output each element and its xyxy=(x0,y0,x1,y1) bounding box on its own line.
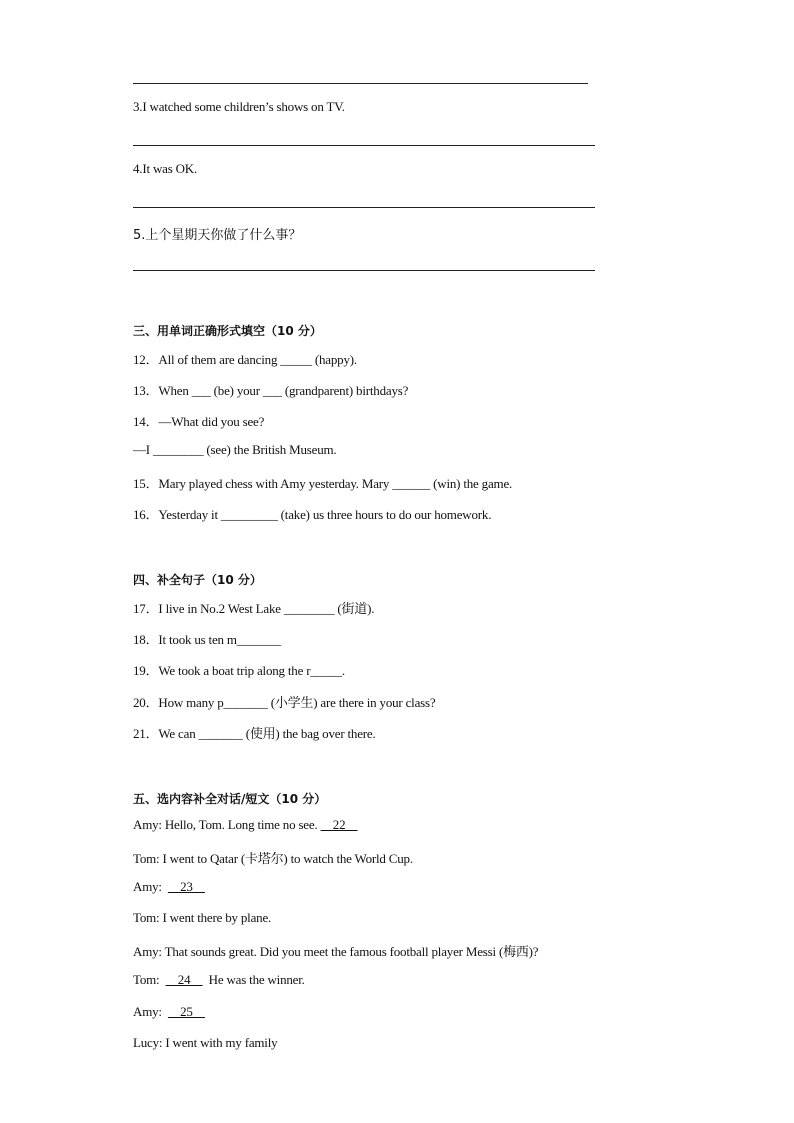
section-4-item: 18．It took us ten m_______ xyxy=(133,632,281,647)
section-3-item: 15．Mary played chess with Amy yesterday. Mary ______ (win) the game. xyxy=(133,476,513,491)
dialogue-line: Lucy: I went with my family xyxy=(133,1035,278,1050)
dialogue-line: Tom: 24 He was the winner. xyxy=(133,972,305,987)
question-3: 3.I watched some children’s shows on TV. xyxy=(133,99,345,114)
section-4-item: 19．We took a boat trip along the r_____. xyxy=(133,663,345,678)
answer-line-5[interactable] xyxy=(133,270,595,271)
dialogue-line: Tom: I went to Qatar (卡塔尔) to watch the World Cup. xyxy=(133,851,413,866)
section-3-heading: 三、用单词正确形式填空（10 分） xyxy=(133,324,322,338)
answer-line-4[interactable] xyxy=(133,207,595,208)
section-3-item: —I ________ (see) the British Museum. xyxy=(133,442,337,457)
question-5: 5.上个星期天你做了什么事？ xyxy=(133,228,302,243)
dialogue-line: Amy: Hello, Tom. Long time no see. 22 xyxy=(133,817,358,832)
blank-25[interactable]: 25 xyxy=(167,1004,205,1019)
dialogue-line: Amy: 25 xyxy=(133,1004,205,1019)
question-4: 4.It was OK. xyxy=(133,161,198,176)
section-4-item: 21．We can _______ (使用) the bag over there. xyxy=(133,726,376,741)
answer-line-3[interactable] xyxy=(133,145,595,146)
section-4-heading: 四、补全句子（10 分） xyxy=(133,573,262,587)
blank-22[interactable]: 22 xyxy=(320,817,358,832)
dialogue-line: Tom: I went there by plane. xyxy=(133,910,272,925)
section-3-item: 13．When ___ (be) your ___ (grandparent) birthdays? xyxy=(133,383,409,398)
answer-line-top[interactable] xyxy=(133,83,588,84)
blank-24[interactable]: 24 xyxy=(165,972,203,987)
section-3-item: 16．Yesterday it _________ (take) us three hours to do our homework. xyxy=(133,507,492,522)
section-4-item: 17．I live in No.2 West Lake ________ (街道). xyxy=(133,601,375,616)
section-4-item: 20．How many p_______ (小学生) are there in your class? xyxy=(133,695,436,710)
dialogue-line: Amy: That sounds great. Did you meet the famous football player Messi (梅西)? xyxy=(133,944,539,959)
section-5-heading: 五、选内容补全对话/短文（10 分） xyxy=(133,792,327,806)
blank-23[interactable]: 23 xyxy=(167,879,205,894)
section-3-item: 14．—What did you see? xyxy=(133,414,265,429)
section-3-item: 12．All of them are dancing _____ (happy). xyxy=(133,352,357,367)
dialogue-line: Amy: 23 xyxy=(133,879,205,894)
